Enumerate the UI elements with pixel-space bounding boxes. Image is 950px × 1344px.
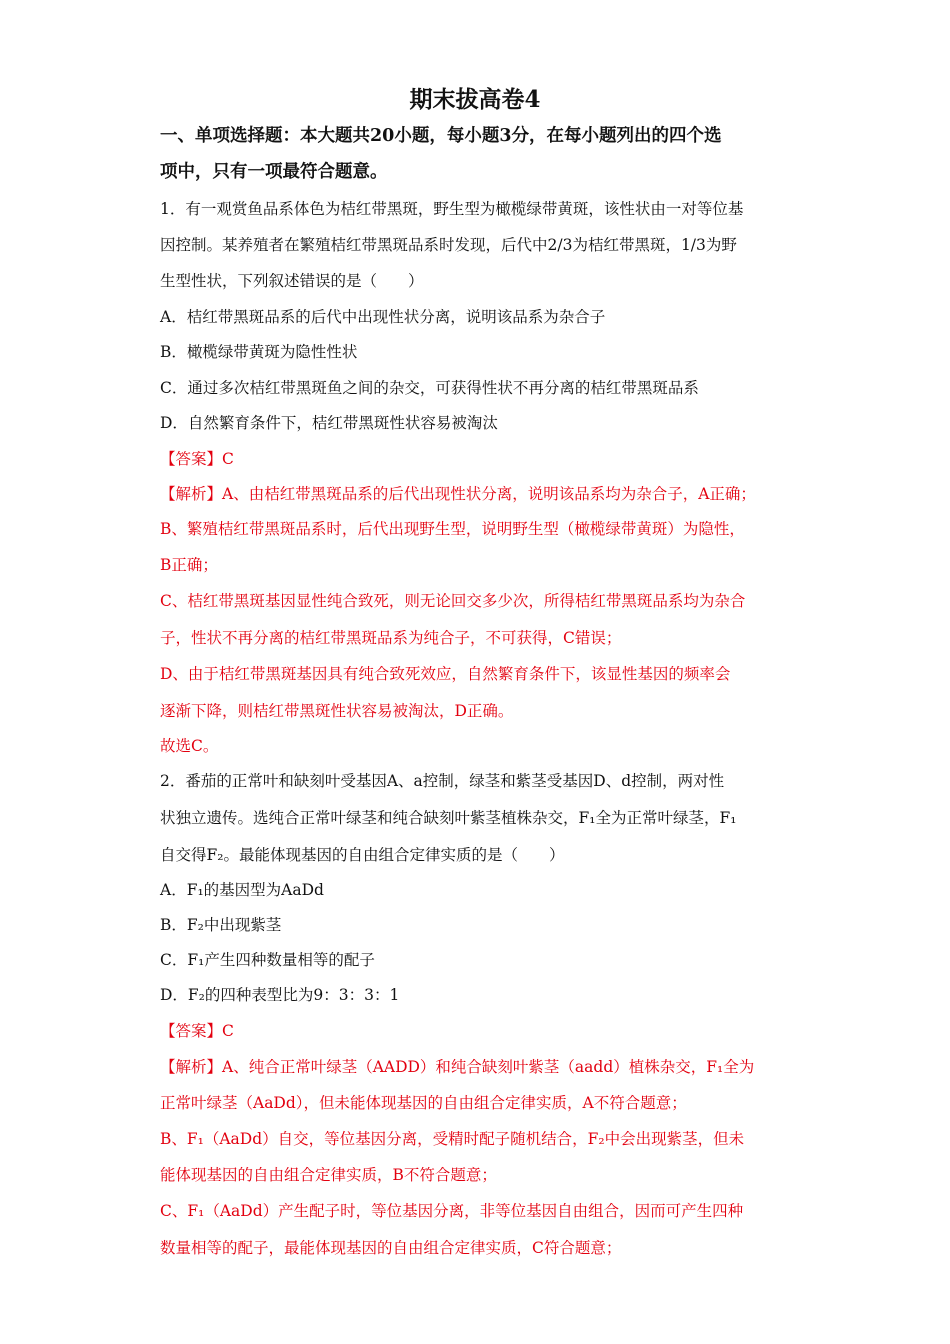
q1-analysis-line-4: C、桔红带黑斑基因显性纯合致死，则无论回交多少次，所得桔红带黑斑品系均为杂合 — [160, 592, 746, 610]
q2-stem-line-1: 2．番茄的正常叶和缺刻叶受基因A、a控制，绿茎和紫茎受基因D、d控制，两对性 — [160, 772, 725, 790]
q2-option-d: D．F₂的四种表型比为9：3：3：1 — [160, 986, 400, 1004]
q1-conclusion: 故选C。 — [160, 737, 219, 755]
q1-option-b: B．橄榄绿带黄斑为隐性性状 — [160, 343, 358, 361]
q2-option-a: A．F₁的基因型为AaDd — [160, 881, 324, 899]
q1-analysis-line-5: 子，性状不再分离的桔红带黑斑品系为纯合子，不可获得，C错误； — [160, 629, 622, 647]
q2-answer: 【答案】C — [160, 1022, 234, 1040]
section-heading-line-2: 项中，只有一项最符合题意。 — [160, 162, 388, 182]
q2-option-b: B．F₂中出现紫茎 — [160, 916, 282, 934]
q1-stem-line-2: 因控制。某养殖者在繁殖桔红带黑斑品系时发现，后代中2/3为桔红带黑斑，1/3为野 — [160, 236, 737, 254]
q2-analysis-line-2: 正常叶绿茎（AaDd），但未能体现基因的自由组合定律实质，A不符合题意； — [160, 1094, 687, 1112]
q2-analysis-line-1: 【解析】A、纯合正常叶绿茎（AADD）和纯合缺刻叶紫茎（aadd）植株杂交，F₁全为 — [160, 1058, 755, 1076]
q2-stem-line-2: 状独立遗传。选纯合正常叶绿茎和纯合缺刻叶紫茎植株杂交，F₁全为正常叶绿茎，F₁ — [160, 809, 737, 827]
q2-option-c: C．F₁产生四种数量相等的配子 — [160, 951, 375, 969]
q2-analysis-line-4: 能体现基因的自由组合定律实质，B不符合题意； — [160, 1166, 497, 1184]
q1-analysis-line-2: B、繁殖桔红带黑斑品系时，后代出现野生型，说明野生型（橄榄绿带黄斑）为隐性， — [160, 520, 745, 538]
q1-analysis-line-3: B正确； — [160, 556, 218, 574]
q1-answer: 【答案】C — [160, 450, 234, 468]
exam-title: 期末拔高卷4 — [409, 86, 541, 113]
section-heading-line-1: 一、单项选择题：本大题共20小题，每小题3分，在每小题列出的四个选 — [160, 126, 722, 146]
q2-stem-line-3: 自交得F₂。最能体现基因的自由组合定律实质的是（ ） — [160, 846, 565, 864]
q1-option-d: D．自然繁育条件下，桔红带黑斑性状容易被淘汰 — [160, 414, 498, 432]
q2-analysis-line-3: B、F₁（AaDd）自交，等位基因分离，受精时配子随机结合，F₂中会出现紫茎，但未 — [160, 1130, 745, 1148]
q2-analysis-line-6: 数量相等的配子，最能体现基因的自由组合定律实质，C符合题意； — [160, 1239, 622, 1257]
q2-analysis-line-5: C、F₁（AaDd）产生配子时，等位基因分离，非等位基因自由组合，因而可产生四种 — [160, 1202, 744, 1220]
q1-analysis-line-1: 【解析】A、由桔红带黑斑品系的后代出现性状分离，说明该品系均为杂合子，A正确； — [160, 485, 756, 503]
q1-stem-line-3: 生型性状，下列叙述错误的是（ ） — [160, 272, 424, 290]
q1-option-c: C．通过多次桔红带黑斑鱼之间的杂交，可获得性状不再分离的桔红带黑斑品系 — [160, 379, 699, 397]
q1-analysis-line-6: D、由于桔红带黑斑基因具有纯合致死效应，自然繁育条件下，该显性基因的频率会 — [160, 665, 731, 683]
q1-option-a: A．桔红带黑斑品系的后代中出现性状分离，说明该品系为杂合子 — [160, 308, 606, 326]
q1-analysis-line-7: 逐渐下降，则桔红带黑斑性状容易被淘汰，D正确。 — [160, 702, 514, 720]
q1-stem-line-1: 1．有一观赏鱼品系体色为桔红带黑斑，野生型为橄榄绿带黄斑，该性状由一对等位基 — [160, 200, 744, 218]
